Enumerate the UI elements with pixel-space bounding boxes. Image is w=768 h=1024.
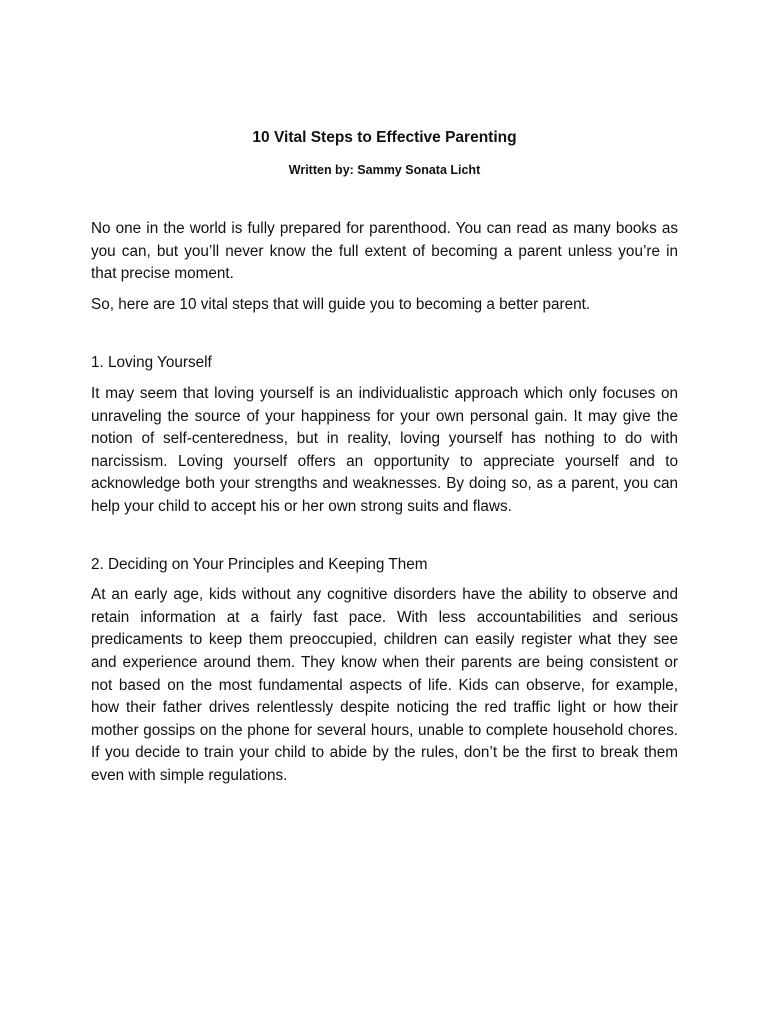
intro-paragraph-2: So, here are 10 vital steps that will guide you to becoming a better parent. bbox=[91, 295, 591, 313]
section-body-2: At an early age, kids without any cognitive disorders have the ability to observe and retain information at a fairly fast pace. With less accountabilities and serious predicaments to keep them preoccupied, children can easily register what they see and experience around them. They know when their parents are being consistent or not based on the most fundamental aspects of life. Kids can observe, for example, how their father drives relentlessly despite noticing the red traffic light or how their mother gossips on the phone for several hours, unable to complete household chores. If you decide to train your child to abide by the rules, don’t be the first to break them even with simple regulations. bbox=[91, 586, 678, 784]
document-title: 10 Vital Steps to Effective Parenting bbox=[252, 129, 517, 146]
intro-paragraph-1: No one in the world is fully prepared for parenthood. You can read as many books as you can, but you’ll never know the full extent of becoming a parent unless you’re in that precise moment. bbox=[91, 220, 678, 283]
section-body-1: It may seem that loving yourself is an individualistic approach which only focuses on unraveling the source of your happiness for your own personal gain. It may give the notion of self-centeredness, but in reality, loving yourself has nothing to do with narcissism. Loving yourself offers an opportunity to appreciate yourself and to acknowledge both your strengths and weaknesses. By doing so, as a parent, you can help your child to accept his or her own strong suits and flaws. bbox=[91, 384, 678, 515]
section-heading-1: 1. Loving Yourself bbox=[91, 354, 212, 372]
section-heading-2: 2. Deciding on Your Principles and Keeping Them bbox=[91, 555, 428, 573]
document-content bbox=[91, 128, 678, 787]
document-byline: Written by: Sammy Sonata Licht bbox=[288, 163, 481, 177]
